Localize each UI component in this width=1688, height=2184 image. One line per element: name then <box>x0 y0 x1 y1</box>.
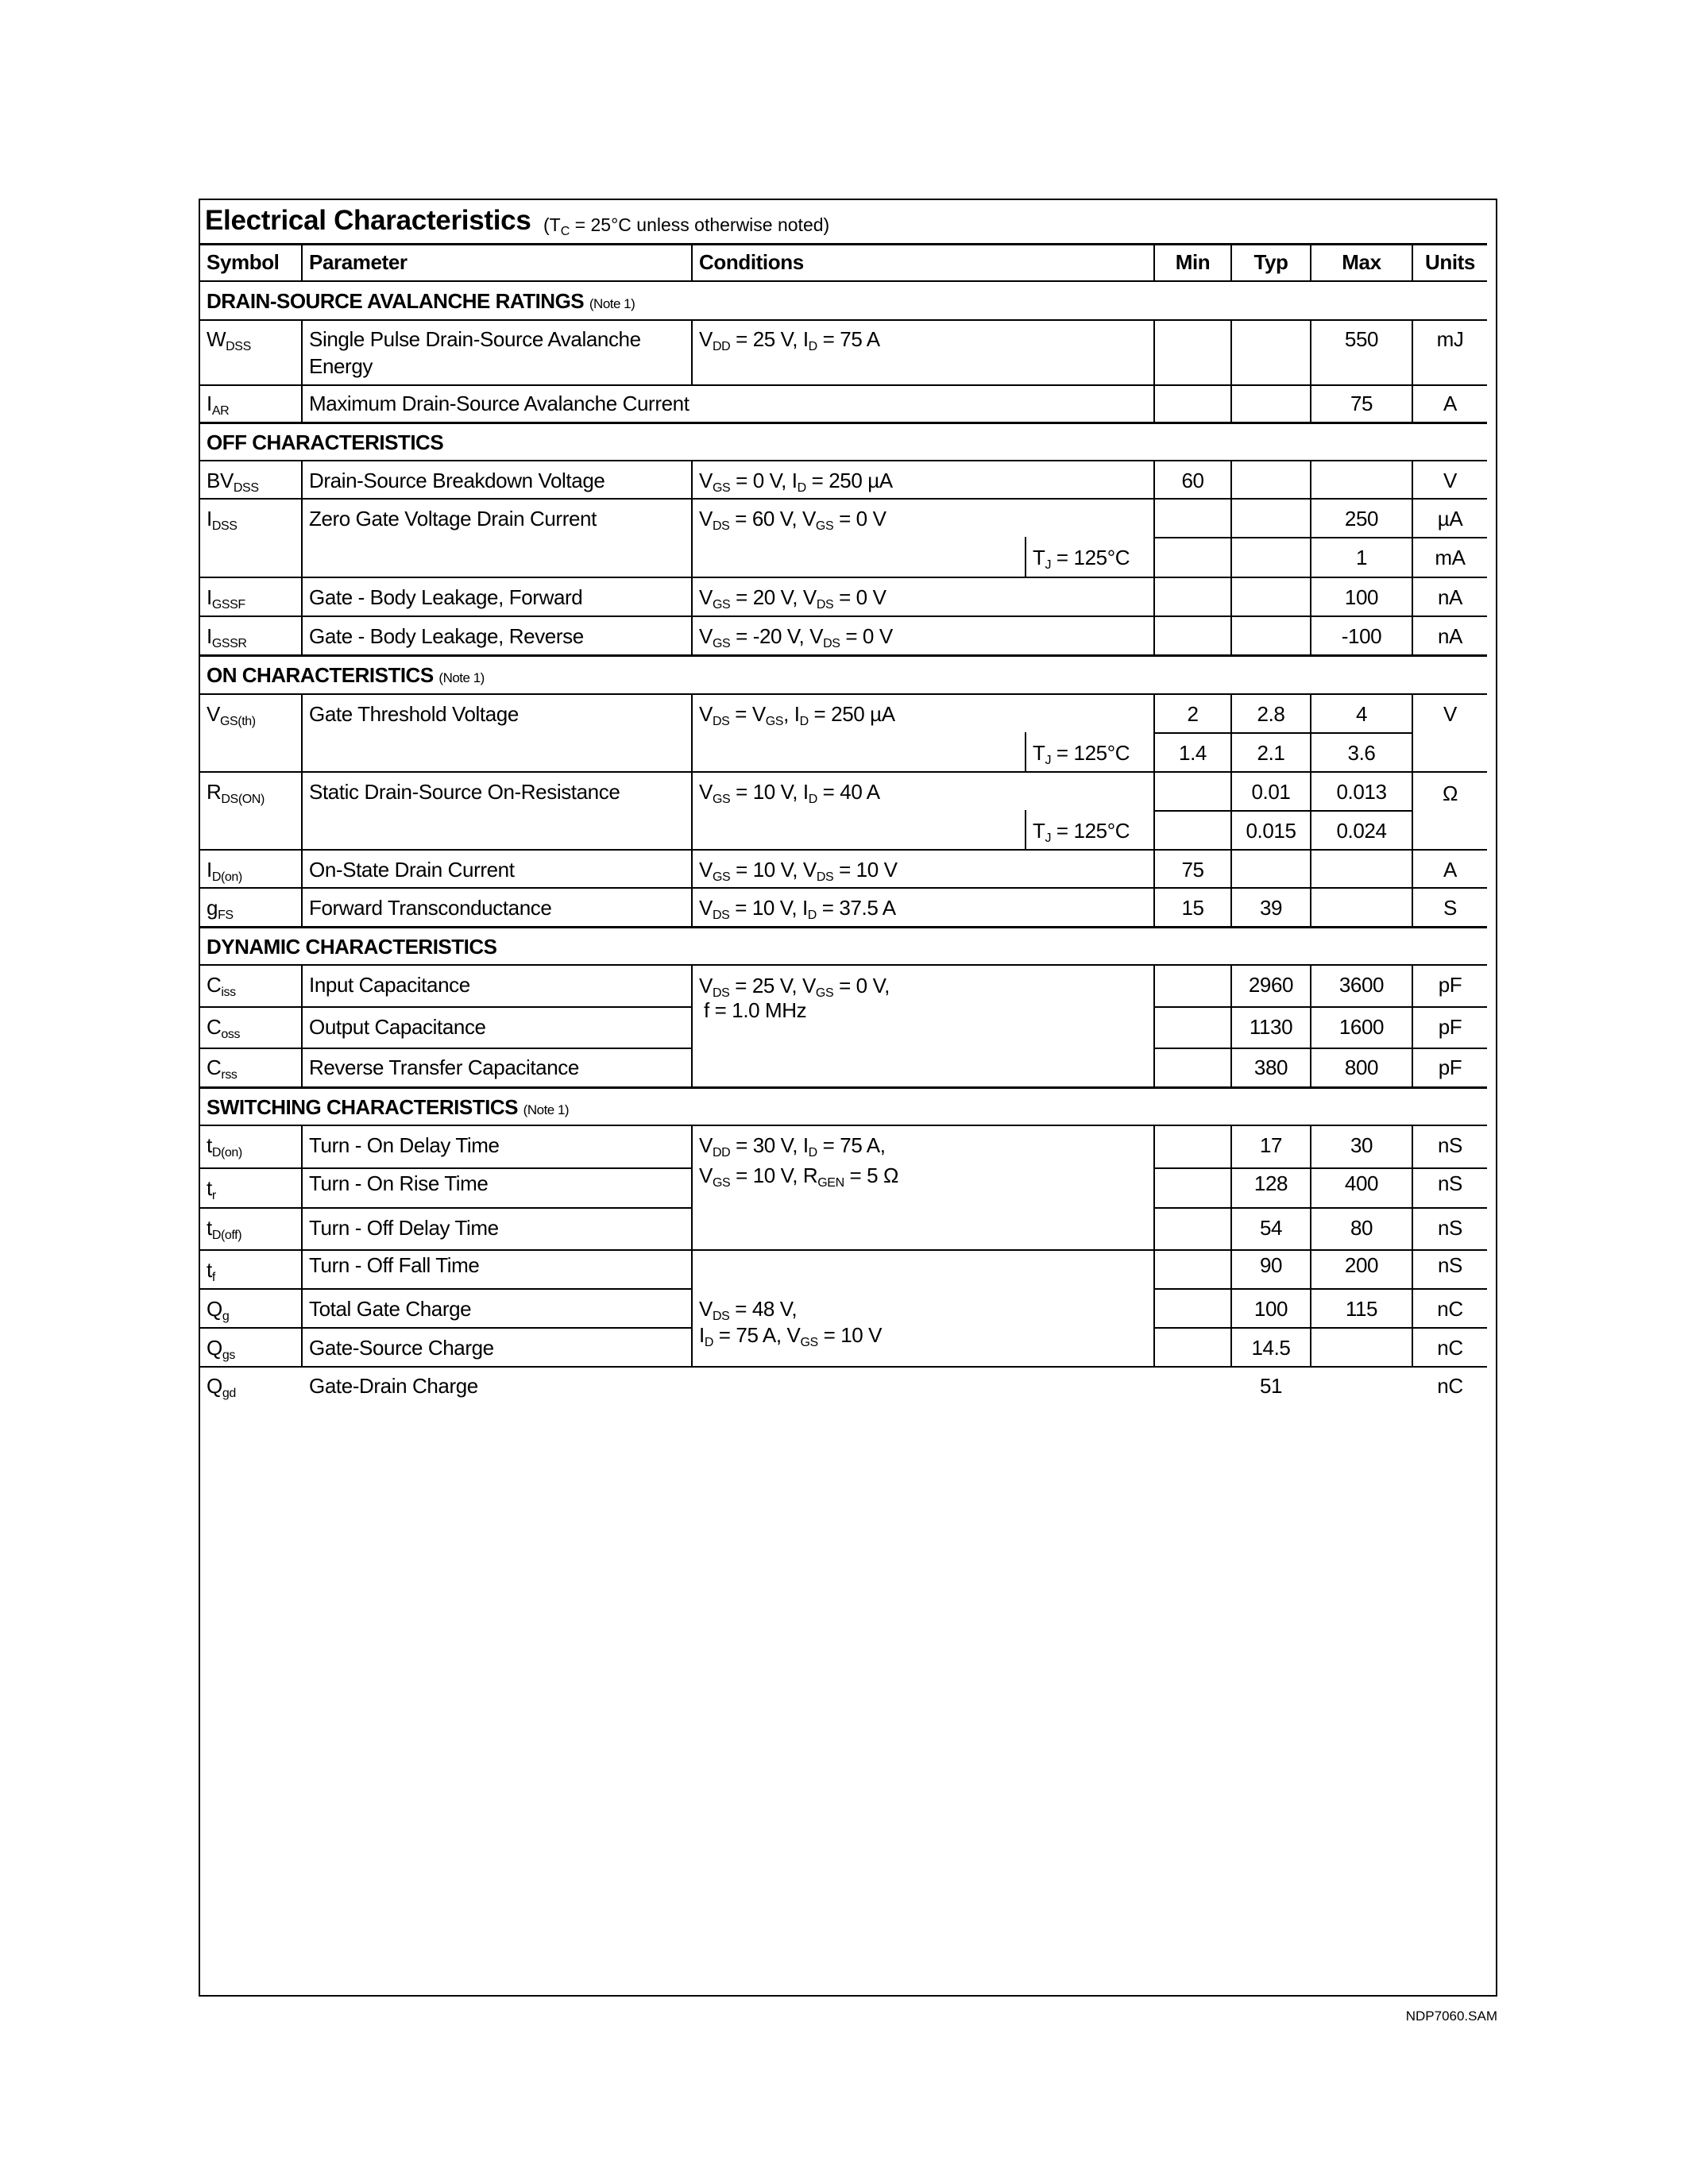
param-igssf: Gate - Body Leakage, Forward <box>309 585 583 609</box>
section-switching-characteristics: SWITCHING CHARACTERISTICS (Note 1) <box>207 1095 570 1119</box>
units-bvdss: V <box>1443 469 1457 492</box>
max-idss-125c: 1 <box>1355 546 1368 569</box>
col-header-max: Max <box>1342 250 1381 274</box>
col-header-min: Min <box>1175 250 1211 274</box>
symbol-igssf: $I_{GSSF}$ <box>207 585 245 612</box>
symbol-tdon: $t_{D(on)}$ <box>207 1133 242 1160</box>
max-wdss: 550 <box>1344 327 1379 351</box>
typ-tf: 90 <box>1259 1253 1283 1277</box>
section-on-characteristics: ON CHARACTERISTICS (Note 1) <box>207 663 485 687</box>
cond-dynamic-freq: f = 1.0 MHz <box>704 998 807 1022</box>
cond-switching: $V_{DD} = 30$ V, $I_D = 75$ A, <box>699 1133 886 1160</box>
units-tdon: nS <box>1437 1133 1462 1157</box>
units-tdoff: nS <box>1437 1216 1462 1240</box>
typ-rdson: 0.01 <box>1251 780 1291 804</box>
cond-gate-charge-line2: $I_D = 75$ A, $V_{GS} = 10$ V <box>699 1323 883 1349</box>
min-vgsth-125c: 1.4 <box>1179 741 1207 765</box>
col-header-conditions: Conditions <box>699 250 804 274</box>
cond-igssf: $V_{GS} = 20$ V, $V_{DS} = 0$ V <box>699 585 886 612</box>
units-tr: nS <box>1437 1171 1462 1195</box>
cond-rdson: $V_{GS} = 10$ V, $I_D = 40$ A <box>699 780 880 806</box>
units-idss: µA <box>1437 507 1463 531</box>
symbol-crss: $C_{rss}$ <box>207 1055 238 1082</box>
max-vgsth-125c: 3.6 <box>1347 741 1376 765</box>
typ-vgsth-125c: 2.1 <box>1257 741 1285 765</box>
units-vgsth: V <box>1443 702 1457 726</box>
max-igssr: -100 <box>1341 624 1382 648</box>
symbol-ciss: $C_{iss}$ <box>207 973 236 999</box>
max-iar: 75 <box>1350 392 1373 415</box>
units-qgs: nC <box>1437 1336 1463 1360</box>
cond-idss: $V_{DS} = 60$ V, $V_{GS} = 0$ V <box>699 507 886 533</box>
typ-tdoff: 54 <box>1259 1216 1283 1240</box>
cond-vgsth: $V_{DS} = V_{GS}$, $I_D = 250$ µA <box>699 702 895 728</box>
units-crss: pF <box>1438 1055 1462 1079</box>
param-wdss: Single Pulse Drain-Source Avalanche <box>309 327 641 351</box>
param-idon: On-State Drain Current <box>309 858 515 882</box>
param-qgs: Gate-Source Charge <box>309 1336 494 1360</box>
units-rdson: Ω <box>1442 781 1458 805</box>
symbol-tr: $t_r$ <box>207 1176 216 1202</box>
symbol-gfs: $g_{FS}$ <box>207 896 234 922</box>
param-rdson: Static Drain-Source On-Resistance <box>309 780 620 804</box>
max-vgsth: 4 <box>1355 702 1368 726</box>
symbol-qgs: $Q_{gs}$ <box>207 1336 235 1362</box>
max-qg: 115 <box>1345 1297 1378 1321</box>
units-igssf: nA <box>1437 585 1462 609</box>
typ-qg: 100 <box>1253 1297 1288 1321</box>
max-tf: 200 <box>1344 1253 1379 1277</box>
typ-qgs: 14.5 <box>1251 1336 1291 1360</box>
units-ciss: pF <box>1438 973 1462 997</box>
title-condition: ($T_C = 25^\circ C$ unless otherwise noted) <box>543 214 830 238</box>
symbol-idss: $I_{DSS}$ <box>207 507 238 533</box>
max-tdoff: 80 <box>1350 1216 1373 1240</box>
units-idon: A <box>1443 858 1457 882</box>
param-crss: Reverse Transfer Capacitance <box>309 1055 579 1079</box>
cond-rdson-tj: $T_J = 125^\circ C$ <box>1033 819 1130 845</box>
cond-wdss: $V_{DD} = 25$ V, $I_D = 75$ A <box>699 327 880 353</box>
section-off-characteristics: OFF CHARACTERISTICS <box>207 430 444 454</box>
symbol-bvdss: $BV_{DSS}$ <box>207 469 259 495</box>
units-idss-125c: mA <box>1435 546 1466 569</box>
cond-dynamic: $V_{DS} = 25$ V, $V_{GS} = 0$ V, <box>699 974 890 1000</box>
cond-switching-line2: $V_{GS} = 10$ V, $R_{GEN} = 5$ Ω <box>699 1163 899 1190</box>
symbol-qgd: $Q_{gd}$ <box>207 1374 236 1400</box>
col-header-symbol: Symbol <box>207 250 280 274</box>
typ-rdson-125c: 0.015 <box>1246 819 1296 843</box>
table-header-title <box>205 205 1489 243</box>
col-header-typ: Typ <box>1253 250 1288 274</box>
units-igssr: nA <box>1437 624 1462 648</box>
units-qg: nC <box>1437 1297 1463 1321</box>
max-tr: 400 <box>1344 1171 1379 1195</box>
symbol-idon: $I_{D(on)}$ <box>207 858 242 884</box>
cond-igssr: $V_{GS} = -20$ V, $V_{DS} = 0$ V <box>699 624 893 650</box>
max-tdon: 30 <box>1350 1133 1373 1157</box>
page-title: Electrical Characteristics <box>205 205 531 236</box>
param-tdon: Turn - On Delay Time <box>309 1133 500 1157</box>
max-igssf: 100 <box>1344 585 1379 609</box>
typ-gfs: 39 <box>1259 896 1283 920</box>
cond-gfs: $V_{DS} = 10$ V, $I_D = 37.5$ A <box>699 896 896 922</box>
symbol-coss: $C_{oss}$ <box>207 1015 241 1041</box>
param-tr: Turn - On Rise Time <box>309 1171 489 1195</box>
min-gfs: 15 <box>1181 896 1204 920</box>
symbol-wdss: $W_{DSS}$ <box>207 327 251 353</box>
typ-tr: 128 <box>1253 1171 1288 1195</box>
param-iar: Maximum Drain-Source Avalanche Current <box>309 392 689 415</box>
symbol-qg: $Q_g$ <box>207 1297 230 1323</box>
param-coss: Output Capacitance <box>309 1015 486 1039</box>
section-drain-source-avalanche: DRAIN-SOURCE AVALANCHE RATINGS (Note 1) <box>207 289 635 313</box>
units-qgd: nC <box>1437 1374 1463 1398</box>
document-id-footer: NDP7060.SAM <box>1405 2008 1497 2024</box>
symbol-igssr: $I_{GSSR}$ <box>207 624 247 650</box>
max-rdson: 0.013 <box>1336 780 1387 804</box>
param-idss: Zero Gate Voltage Drain Current <box>309 507 597 531</box>
symbol-tdoff: $t_{D(off)}$ <box>207 1216 242 1242</box>
max-rdson-125c: 0.024 <box>1336 819 1387 843</box>
max-ciss: 3600 <box>1338 973 1385 997</box>
symbol-tf: $t_f$ <box>207 1258 215 1284</box>
symbol-vgsth: $V_{GS(th)}$ <box>207 702 256 728</box>
typ-vgsth: 2.8 <box>1257 702 1285 726</box>
max-coss: 1600 <box>1338 1015 1385 1039</box>
electrical-characteristics-table <box>200 243 1487 1414</box>
param-wdss-line2: Energy <box>309 354 373 378</box>
param-igssr: Gate - Body Leakage, Reverse <box>309 624 584 648</box>
param-tf: Turn - Off Fall Time <box>309 1253 480 1277</box>
cond-vgsth-tj: $T_J = 125^\circ C$ <box>1033 741 1130 767</box>
section-dynamic-characteristics: DYNAMIC CHARACTERISTICS <box>207 935 497 959</box>
min-idon: 75 <box>1181 858 1204 882</box>
units-gfs: S <box>1443 896 1457 920</box>
units-coss: pF <box>1438 1015 1462 1039</box>
cond-bvdss: $V_{GS} = 0$ V, $I_D = 250$ µA <box>699 469 893 495</box>
param-qg: Total Gate Charge <box>309 1297 472 1321</box>
min-vgsth: 2 <box>1187 702 1199 726</box>
max-idss: 250 <box>1344 507 1379 531</box>
units-tf: nS <box>1437 1253 1462 1277</box>
cond-idss-tj: $T_J = 125^\circ C$ <box>1033 546 1130 572</box>
param-tdoff: Turn - Off Delay Time <box>309 1216 499 1240</box>
typ-coss: 1130 <box>1249 1015 1293 1039</box>
units-wdss: mJ <box>1436 327 1464 351</box>
typ-ciss: 2960 <box>1248 973 1294 997</box>
symbol-rdson: $R_{DS(ON)}$ <box>207 780 265 806</box>
param-ciss: Input Capacitance <box>309 973 470 997</box>
param-bvdss: Drain-Source Breakdown Voltage <box>309 469 605 492</box>
min-bvdss: 60 <box>1181 469 1204 492</box>
typ-qgd: 51 <box>1259 1374 1283 1398</box>
units-iar: A <box>1443 392 1457 415</box>
typ-crss: 380 <box>1253 1055 1288 1079</box>
cond-gate-charge: $V_{DS} = 48$ V, <box>699 1297 798 1323</box>
param-qgd: Gate-Drain Charge <box>309 1374 478 1398</box>
param-vgsth: Gate Threshold Voltage <box>309 702 519 726</box>
col-header-units: Units <box>1424 250 1475 274</box>
col-header-parameter: Parameter <box>309 250 408 274</box>
symbol-iar: $I_{AR}$ <box>207 392 230 418</box>
max-crss: 800 <box>1344 1055 1379 1079</box>
cond-idon: $V_{GS} = 10$ V, $V_{DS} = 10$ V <box>699 858 898 884</box>
param-gfs: Forward Transconductance <box>309 896 552 920</box>
typ-tdon: 17 <box>1259 1133 1283 1157</box>
